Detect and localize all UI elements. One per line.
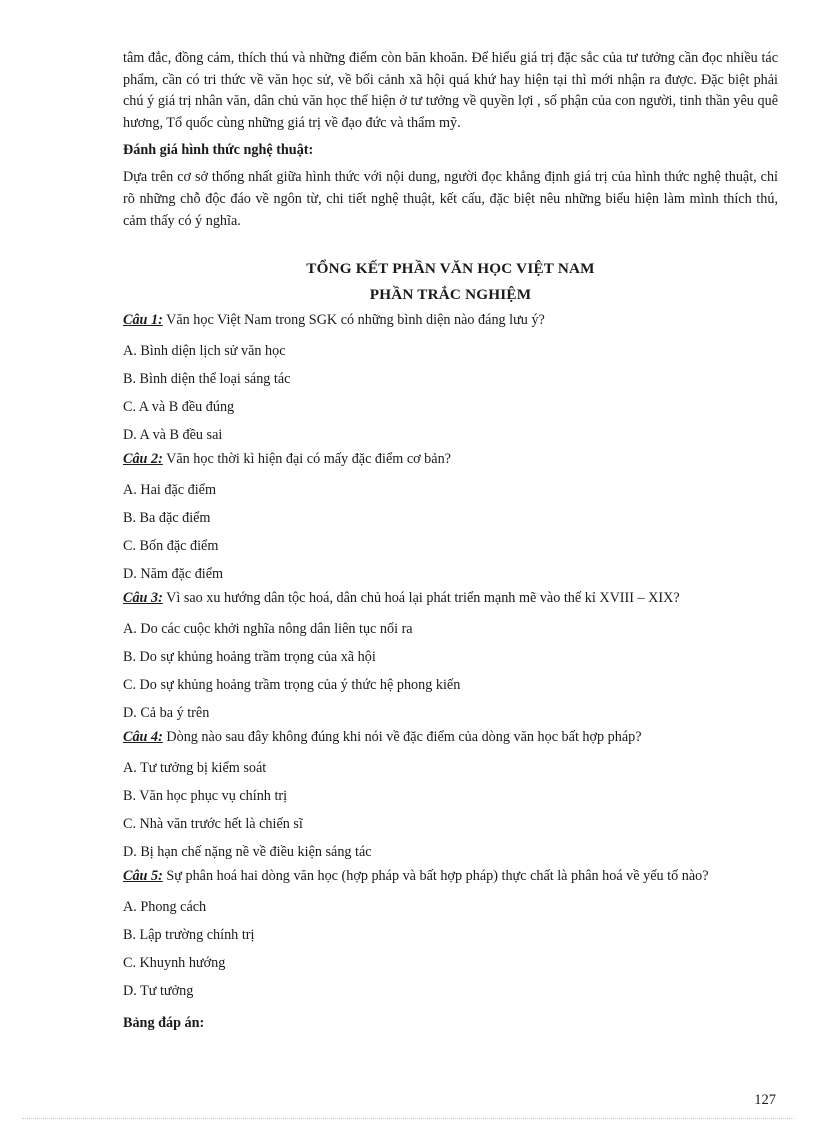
question-block — [123, 866, 778, 1005]
page-content — [123, 48, 778, 1049]
question-label: Câu 4: — [123, 729, 163, 746]
answers-heading: Bảng đáp án: — [123, 1015, 205, 1032]
title-sub: PHẦN TRẮC NGHIỆM — [369, 286, 532, 304]
answer-option: C. Nhà văn trước hết là chiến sĩ — [123, 816, 303, 833]
question-label: Câu 5: — [123, 868, 163, 885]
question-text — [123, 310, 778, 331]
question-prompt: Văn học thời kì hiện đại có mấy đặc điểm cơ bản? — [162, 451, 451, 468]
answer-option: C. Khuynh hướng — [123, 955, 226, 972]
answer-option: C. A và B đều đúng — [123, 399, 235, 416]
question-block — [123, 310, 778, 449]
answer-option: D. Năm đặc điểm — [123, 566, 224, 583]
question-block — [123, 727, 778, 866]
question-block — [123, 449, 778, 588]
question-text — [123, 588, 778, 609]
answer-option: A. Hai đặc điểm — [123, 482, 216, 499]
answer-option: A. Tư tưởng bị kiểm soát — [123, 760, 267, 777]
page-number: 127 — [754, 1092, 776, 1108]
question-label: Câu 2: — [123, 451, 163, 468]
question-label: Câu 1: — [123, 312, 163, 329]
page-bottom-divider — [22, 1118, 794, 1119]
title-main: TỔNG KẾT PHẦN VĂN HỌC VIỆT NAM — [306, 260, 595, 278]
answer-option: A. Do các cuộc khởi nghĩa nông dân liên tục nổi ra — [123, 621, 413, 638]
question-text — [123, 727, 778, 748]
question-prompt: Sự phân hoá hai dòng văn học (hợp pháp và bất hợp pháp) thực chất là phân hoá về yếu tố nào? — [162, 868, 709, 885]
answer-option: A. Phong cách — [123, 899, 207, 916]
answer-option: D. A và B đều sai — [123, 427, 223, 444]
intro-paragraph: tâm đắc, đồng cảm, thích thú và những điểm còn băn khoăn. Để hiểu giá trị đặc sắc của tư tưởng cần đọc nhiều tác phẩm, cần có tri thức về văn học sử, về bối cảnh xã hội quá khứ hay hiện tại thì mới nhận ra được. Đặc biệt phải chú ý giá trị nhân văn, dân chủ văn học thể hiện ở tư tưởng về quyền lợi , số phận của con người, tinh thần yêu quê hương, Tổ quốc cùng những giá trị về đạo đức và thẩm mỹ. — [123, 50, 778, 131]
answer-option: C. Do sự khủng hoảng trầm trọng của ý thức hệ phong kiến — [123, 677, 461, 694]
answer-option: B. Văn học phục vụ chính trị — [123, 788, 288, 805]
question-label: Câu 3: — [123, 590, 163, 607]
question-text — [123, 449, 778, 470]
answer-option: B. Do sự khủng hoảng trầm trọng của xã hội — [123, 649, 376, 666]
answer-option: C. Bốn đặc điểm — [123, 538, 219, 555]
question-prompt: Vì sao xu hướng dân tộc hoá, dân chủ hoá lại phát triển mạnh mẽ vào thế kỉ XVIII – XIX? — [162, 590, 680, 607]
question-text — [123, 866, 778, 887]
section-heading: Đánh giá hình thức nghệ thuật: — [123, 142, 314, 159]
answer-option: B. Ba đặc điểm — [123, 510, 211, 527]
question-prompt: Dòng nào sau đây không đúng khi nói về đặc điểm của dòng văn học bất hợp pháp? — [162, 729, 642, 746]
answer-option: A. Bình diện lịch sử văn học — [123, 343, 286, 360]
section-paragraph: Dựa trên cơ sở thống nhất giữa hình thức với nội dung, người đọc khẳng định giá trị của hình thức nghệ thuật, chỉ rõ những chỗ độc đáo về ngôn từ, chi tiết nghệ thuật, kết cấu, đặc biệt nêu những biểu hiện làm mình thích thú, cảm thấy có ý nghĩa. — [123, 169, 778, 229]
answer-option: D. Bị hạn chế nặng nề về điều kiện sáng tác — [123, 844, 372, 861]
answer-option: D. Tư tưởng — [123, 983, 194, 1000]
question-prompt: Văn học Việt Nam trong SGK có những bình diện nào đáng lưu ý? — [162, 312, 545, 329]
answer-option: D. Cả ba ý trên — [123, 705, 210, 722]
question-block — [123, 588, 778, 727]
answer-option: B. Lập trường chính trị — [123, 927, 255, 944]
answer-option: B. Bình diện thể loại sáng tác — [123, 371, 291, 388]
